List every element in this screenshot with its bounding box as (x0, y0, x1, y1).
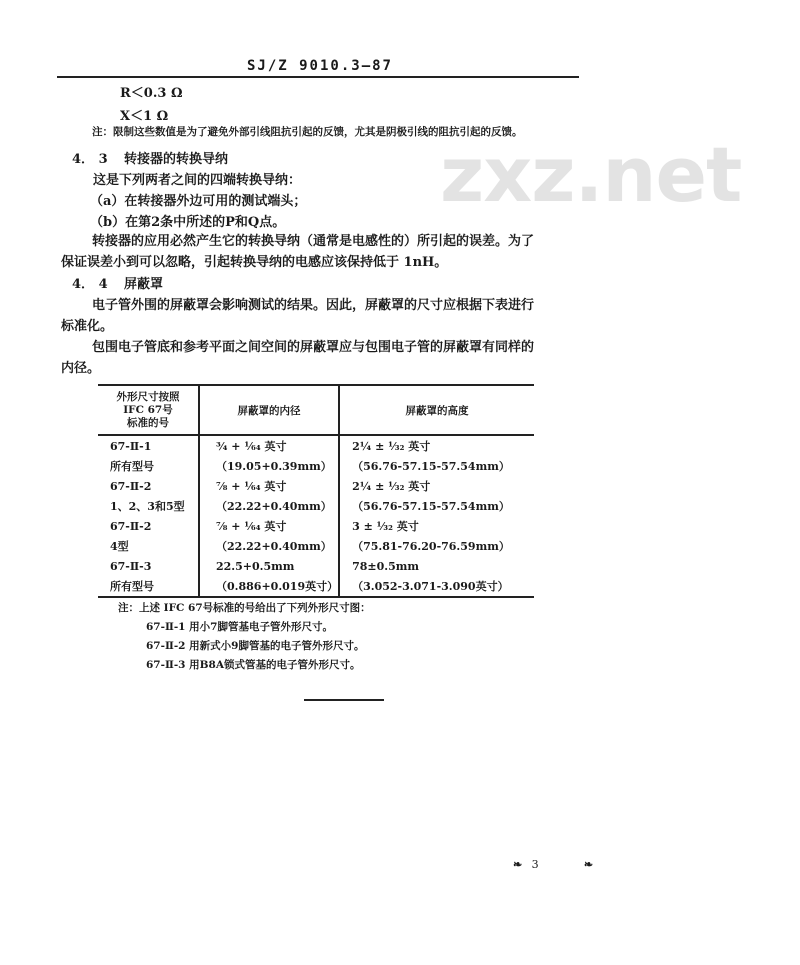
document-code-header: SJ/Z 9010.3—87 (246, 58, 393, 74)
header-line: IFC 67号 (123, 403, 173, 416)
page-dash-right: ❧ (583, 858, 594, 871)
table-cell: （22.22+0.40mm） (199, 536, 339, 556)
table-cell: ¾ + ¹⁄₆₄ 英寸 (199, 435, 339, 456)
section-4-4-p2-line2: 内径。 (61, 361, 101, 376)
header-line: 标准的号 (127, 416, 169, 429)
section-4-3-number: 4． 3 (72, 152, 108, 167)
table-cell: 1、2、3和5型 (110, 500, 185, 513)
table-cell: 2¼ ± ¹⁄₃₂ 英寸 (352, 480, 431, 493)
table-cell: （0.886+0.019英寸） (199, 576, 339, 597)
table-row (98, 556, 534, 576)
section-4-4-p1-line2: 标准化。 (61, 319, 114, 334)
table-row (98, 516, 534, 536)
section-4-4-title: 屏蔽罩 (124, 277, 164, 292)
header-line: 外形尺寸按照 (116, 390, 180, 403)
watermark: zxz.net (440, 130, 742, 219)
table-cell: （3.052-3.071-3.090英寸） (339, 576, 534, 597)
table-cell: （75.81-76.20-76.59mm） (352, 540, 510, 553)
table-cell: 3 ± ¹⁄₃₂ 英寸 (352, 520, 419, 533)
table-row (98, 496, 534, 516)
table-cell: （56.76-57.15-57.54mm） (352, 500, 510, 513)
table-note-line: 67-Ⅱ-3 用B8A锁式管基的电子管外形尺寸。 (146, 659, 361, 671)
table-cell: 67-Ⅱ-2 (110, 479, 152, 493)
table-cell: 所有型号 (98, 576, 199, 597)
section-4-3-item-b: （b）在第2条中所述的P和Q点。 (90, 215, 286, 230)
section-4-4-p1-line1: 电子管外围的屏蔽罩会影响测试的结果。因此，屏蔽罩的尺寸应根据下表进行 (92, 298, 535, 313)
section-4-3-intro: 这是下列两者之间的四端转换导纳： (93, 173, 302, 188)
table-row (98, 576, 534, 597)
section-4-4-p2-line1: 包围电子管底和参考平面之间空间的屏蔽罩应与包围电子管的屏蔽罩有同样的 (92, 340, 535, 355)
table-cell: ⅞ + ¹⁄₆₄ 英寸 (199, 476, 339, 496)
header-inner-diameter: 屏蔽罩的内径 (199, 385, 339, 435)
table-cell: 22.5+0.5mm (199, 556, 339, 576)
shield-dimensions-table (98, 384, 534, 598)
page-dash-left: ❧ (513, 858, 523, 871)
section-4-3-item-a: （a）在转接器外边可用的测试端头； (90, 194, 307, 209)
header-rule (57, 76, 579, 78)
table-cell: 2¼ ± ¹⁄₃₂ 英寸 (352, 440, 431, 453)
table-cell: 78±0.5mm (352, 559, 420, 573)
header-outline-standard (98, 385, 199, 435)
table-cell: 67-Ⅱ-2 (110, 519, 152, 533)
table-note-line: 67-Ⅱ-2 用新式小9脚管基的电子管外形尺寸。 (146, 640, 365, 652)
table-note-intro: 注：上述 IFC 67号标准的号给出了下列外形尺寸图： (118, 602, 371, 614)
table-row (98, 476, 534, 496)
page-number-value: 3 (531, 858, 539, 871)
section-4-3-para-line1: 转接器的应用必然产生它的转换导纳（通常是电感性的）所引起的误差。为了 (92, 234, 535, 249)
table-row (98, 536, 534, 556)
section-4-3-title: 转接器的转换导纳 (124, 152, 229, 167)
table-cell: （22.22+0.40mm） (199, 496, 339, 516)
formula-resistance: R＜0.3 Ω (120, 86, 183, 101)
table-row (98, 456, 534, 476)
table-cell: 67-Ⅱ-3 (110, 559, 152, 573)
note-feedback: 注：限制这些数值是为了避免外部引线阻抗引起的反馈，尤其是阴极引线的阻抗引起的反馈。 (92, 126, 523, 138)
table-header-row (98, 385, 534, 435)
table-row (98, 435, 534, 456)
table-cell: （56.76-57.15-57.54mm） (352, 460, 510, 473)
page-number (513, 858, 593, 871)
section-4-4-number: 4． 4 (72, 277, 108, 292)
header-height: 屏蔽罩的高度 (339, 385, 534, 435)
end-rule (304, 699, 384, 701)
table-cell: 67-Ⅱ-1 (110, 439, 152, 453)
table-cell: ⅞ + ¹⁄₆₄ 英寸 (199, 516, 339, 536)
table-cell: 所有型号 (110, 460, 154, 473)
table-cell: （19.05+0.39mm） (199, 456, 339, 476)
formula-reactance: X＜1 Ω (120, 109, 169, 124)
section-4-3-para-line2: 保证误差小到可以忽略，引起转换导纳的电感应该保持低于 1nH。 (61, 255, 448, 270)
table-note-line: 67-Ⅱ-1 用小7脚管基电子管外形尺寸。 (146, 621, 333, 633)
table-cell: 4型 (110, 540, 129, 553)
